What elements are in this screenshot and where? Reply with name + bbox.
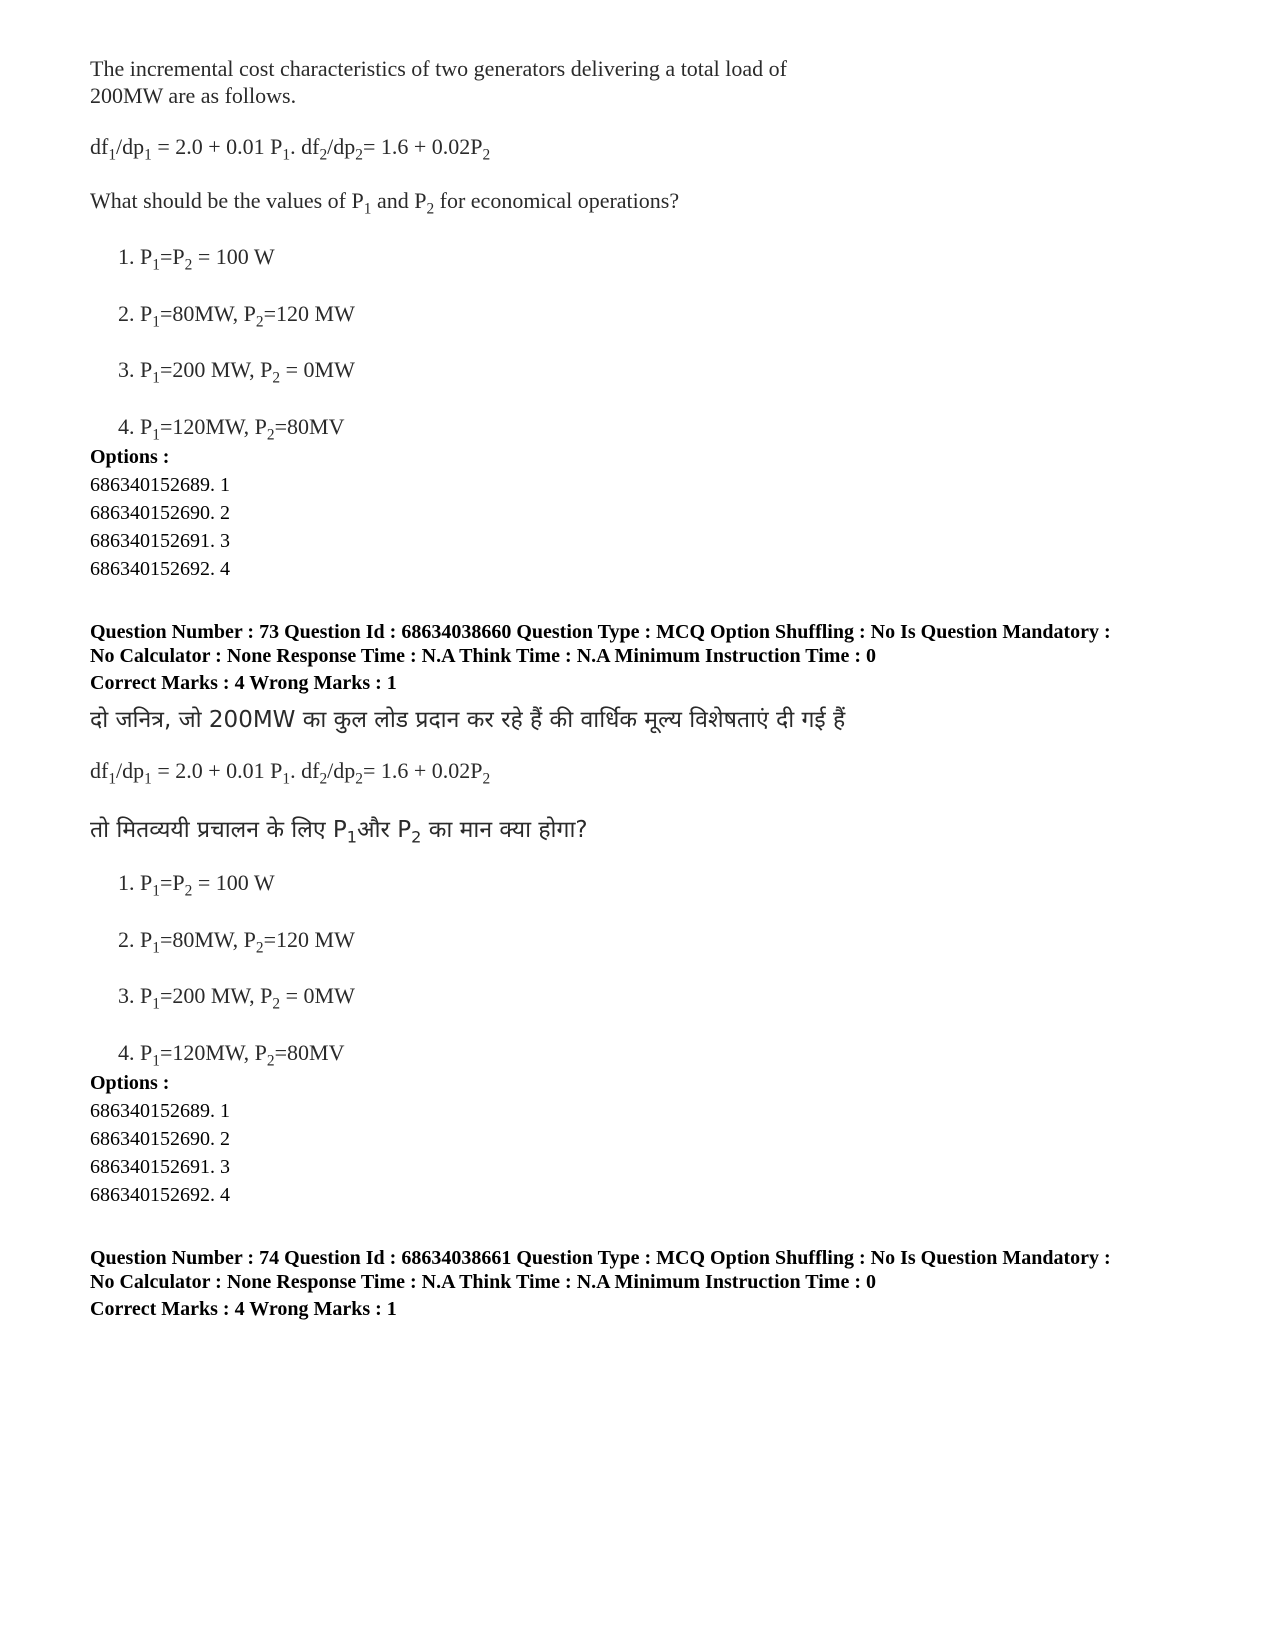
q72-choice-3: 3. $P_1=200$ MW, $P_2 = 0MW$ bbox=[118, 357, 355, 387]
q74-meta-line-1: Question Number : 74 Question Id : 68634038661 Question Type : MCQ Option Shuffling : No Is Question Mandatory : bbox=[90, 1247, 1111, 1269]
q73-option-1: 686340152689. 1 bbox=[90, 1100, 230, 1122]
q72-option-4: 686340152692. 4 bbox=[90, 558, 230, 580]
q73-option-2: 686340152690. 2 bbox=[90, 1128, 230, 1150]
q72-option-3: 686340152691. 3 bbox=[90, 530, 230, 552]
q72-option-1: 686340152689. 1 bbox=[90, 474, 230, 496]
q73-marks: Correct Marks : 4 Wrong Marks : 1 bbox=[90, 672, 397, 694]
q73-choice-4: 4. $P_1=120MW$, $P_2=80MV$ bbox=[118, 1040, 345, 1070]
q73-hindi-intro: दो जनित्र, जो 200MW का कुल लोड प्रदान कर रहे हैं की वार्धिक मूल्य विशेषताएं दी गई हैं bbox=[90, 707, 846, 733]
q74-marks: Correct Marks : 4 Wrong Marks : 1 bbox=[90, 1298, 397, 1320]
q72-equation: $df_1/dp_1 = 2.0 + 0.01$ $P_1$. $df_2/dp_2= 1.6 + 0.02P_2$ bbox=[90, 134, 491, 164]
q72-question-text: What should be the values of $P_1$ and $P_2$ for economical operations? bbox=[90, 188, 680, 218]
q73-choice-1: 1. $P_1=P_2 = 100$ W bbox=[118, 870, 275, 900]
q72-choice-1: 1. $P_1=P_2 = 100$ W bbox=[118, 244, 275, 274]
q72-choice-4: 4. $P_1=120MW$, $P_2=80MV$ bbox=[118, 414, 345, 444]
q72-options-label: Options : bbox=[90, 446, 170, 468]
q73-meta-line-2: No Calculator : None Response Time : N.A Think Time : N.A Minimum Instruction Time : 0 bbox=[90, 645, 876, 667]
q73-choice-2: 2. $P_1=80MW$, $P_2=120$ MW bbox=[118, 927, 355, 957]
q73-meta-line-1: Question Number : 73 Question Id : 68634038660 Question Type : MCQ Option Shuffling : No Is Question Mandatory : bbox=[90, 621, 1111, 643]
q73-option-4: 686340152692. 4 bbox=[90, 1184, 230, 1206]
q73-equation: $df_1/dp_1 = 2.0 + 0.01$ $P_1$. $df_2/dp_2= 1.6 + 0.02P_2$ bbox=[90, 758, 491, 788]
q73-option-3: 686340152691. 3 bbox=[90, 1156, 230, 1178]
q73-options-label: Options : bbox=[90, 1072, 170, 1094]
q73-hindi-question: तो मितव्ययी प्रचालन के लिए $P_1और$ $P_2$ का मान क्या होगा? bbox=[90, 817, 588, 847]
q73-choice-3: 3. $P_1=200$ MW, $P_2 = 0MW$ bbox=[118, 983, 355, 1013]
q74-meta-line-2: No Calculator : None Response Time : N.A Think Time : N.A Minimum Instruction Time : 0 bbox=[90, 1271, 876, 1293]
q72-intro-line-1: The incremental cost characteristics of two generators delivering a total load of bbox=[90, 56, 787, 81]
q72-choice-2: 2. $P_1=80MW$, $P_2=120$ MW bbox=[118, 301, 355, 331]
q72-option-2: 686340152690. 2 bbox=[90, 502, 230, 524]
q72-intro-line-2: 200MW are as follows. bbox=[90, 83, 297, 108]
